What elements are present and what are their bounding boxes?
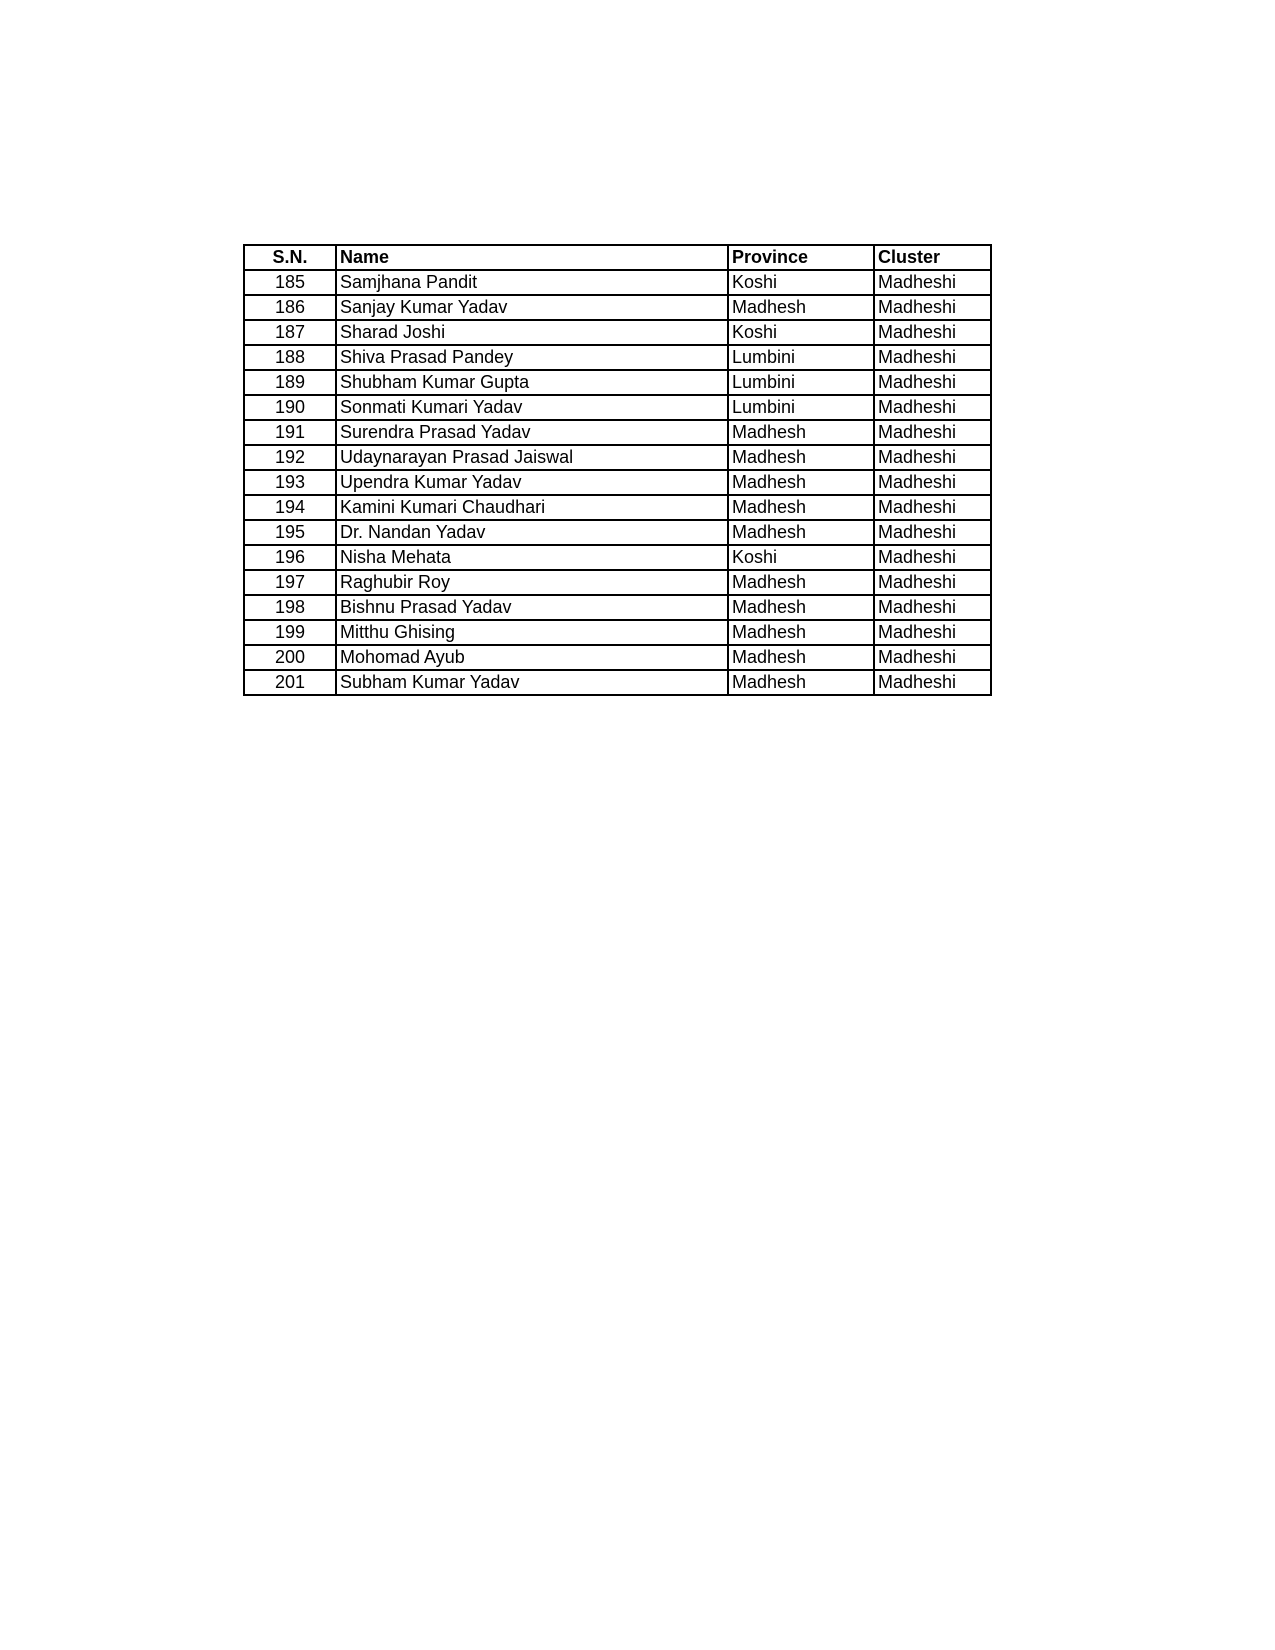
cell-sn: 192 — [244, 445, 336, 470]
cell-province: Madhesh — [728, 595, 874, 620]
table-row — [244, 445, 991, 470]
cell-cluster: Madheshi — [874, 645, 991, 670]
table-row — [244, 420, 991, 445]
cell-province: Koshi — [728, 320, 874, 345]
cell-sn: 186 — [244, 295, 336, 320]
cell-name: Bishnu Prasad Yadav — [336, 595, 728, 620]
table-row — [244, 545, 991, 570]
table-row — [244, 470, 991, 495]
cell-province: Madhesh — [728, 445, 874, 470]
cell-cluster: Madheshi — [874, 470, 991, 495]
cell-province: Madhesh — [728, 620, 874, 645]
cell-name: Nisha Mehata — [336, 545, 728, 570]
cell-name: Surendra Prasad Yadav — [336, 420, 728, 445]
cell-sn: 187 — [244, 320, 336, 345]
table-row — [244, 670, 991, 695]
cell-name: Mitthu Ghising — [336, 620, 728, 645]
cell-name: Subham Kumar Yadav — [336, 670, 728, 695]
cell-cluster: Madheshi — [874, 270, 991, 295]
cell-sn: 196 — [244, 545, 336, 570]
roster-table — [243, 244, 992, 696]
cell-name: Sonmati Kumari Yadav — [336, 395, 728, 420]
cell-cluster: Madheshi — [874, 495, 991, 520]
table-row — [244, 320, 991, 345]
table-row — [244, 520, 991, 545]
header-province: Province — [728, 245, 874, 270]
cell-cluster: Madheshi — [874, 295, 991, 320]
cell-province: Madhesh — [728, 495, 874, 520]
cell-cluster: Madheshi — [874, 670, 991, 695]
cell-cluster: Madheshi — [874, 370, 991, 395]
cell-province: Madhesh — [728, 670, 874, 695]
table-row — [244, 295, 991, 320]
cell-cluster: Madheshi — [874, 395, 991, 420]
table-row — [244, 595, 991, 620]
cell-sn: 195 — [244, 520, 336, 545]
table-row — [244, 395, 991, 420]
cell-province: Madhesh — [728, 420, 874, 445]
table-row — [244, 620, 991, 645]
table-row — [244, 345, 991, 370]
cell-sn: 197 — [244, 570, 336, 595]
cell-sn: 188 — [244, 345, 336, 370]
table-row — [244, 570, 991, 595]
cell-name: Kamini Kumari Chaudhari — [336, 495, 728, 520]
table-row — [244, 270, 991, 295]
cell-sn: 185 — [244, 270, 336, 295]
cell-province: Madhesh — [728, 520, 874, 545]
cell-province: Madhesh — [728, 470, 874, 495]
table-row — [244, 370, 991, 395]
cell-province: Koshi — [728, 545, 874, 570]
cell-province: Madhesh — [728, 295, 874, 320]
cell-cluster: Madheshi — [874, 620, 991, 645]
cell-cluster: Madheshi — [874, 420, 991, 445]
cell-cluster: Madheshi — [874, 545, 991, 570]
cell-sn: 199 — [244, 620, 336, 645]
cell-sn: 194 — [244, 495, 336, 520]
cell-name: Udaynarayan Prasad Jaiswal — [336, 445, 728, 470]
cell-cluster: Madheshi — [874, 595, 991, 620]
cell-sn: 189 — [244, 370, 336, 395]
cell-province: Madhesh — [728, 570, 874, 595]
cell-sn: 198 — [244, 595, 336, 620]
cell-sn: 193 — [244, 470, 336, 495]
cell-name: Dr. Nandan Yadav — [336, 520, 728, 545]
cell-cluster: Madheshi — [874, 345, 991, 370]
cell-sn: 200 — [244, 645, 336, 670]
cell-province: Madhesh — [728, 645, 874, 670]
cell-name: Mohomad Ayub — [336, 645, 728, 670]
cell-province: Lumbini — [728, 345, 874, 370]
cell-name: Upendra Kumar Yadav — [336, 470, 728, 495]
table-row — [244, 645, 991, 670]
cell-sn: 201 — [244, 670, 336, 695]
cell-cluster: Madheshi — [874, 320, 991, 345]
cell-province: Lumbini — [728, 395, 874, 420]
header-sn: S.N. — [244, 245, 336, 270]
header-cluster: Cluster — [874, 245, 991, 270]
cell-province: Lumbini — [728, 370, 874, 395]
table-row — [244, 495, 991, 520]
cell-sn: 191 — [244, 420, 336, 445]
cell-name: Samjhana Pandit — [336, 270, 728, 295]
cell-province: Koshi — [728, 270, 874, 295]
cell-name: Sharad Joshi — [336, 320, 728, 345]
cell-cluster: Madheshi — [874, 520, 991, 545]
cell-cluster: Madheshi — [874, 445, 991, 470]
header-row — [244, 245, 991, 270]
cell-name: Raghubir Roy — [336, 570, 728, 595]
cell-cluster: Madheshi — [874, 570, 991, 595]
cell-name: Shubham Kumar Gupta — [336, 370, 728, 395]
cell-sn: 190 — [244, 395, 336, 420]
header-name: Name — [336, 245, 728, 270]
cell-name: Sanjay Kumar Yadav — [336, 295, 728, 320]
cell-name: Shiva Prasad Pandey — [336, 345, 728, 370]
